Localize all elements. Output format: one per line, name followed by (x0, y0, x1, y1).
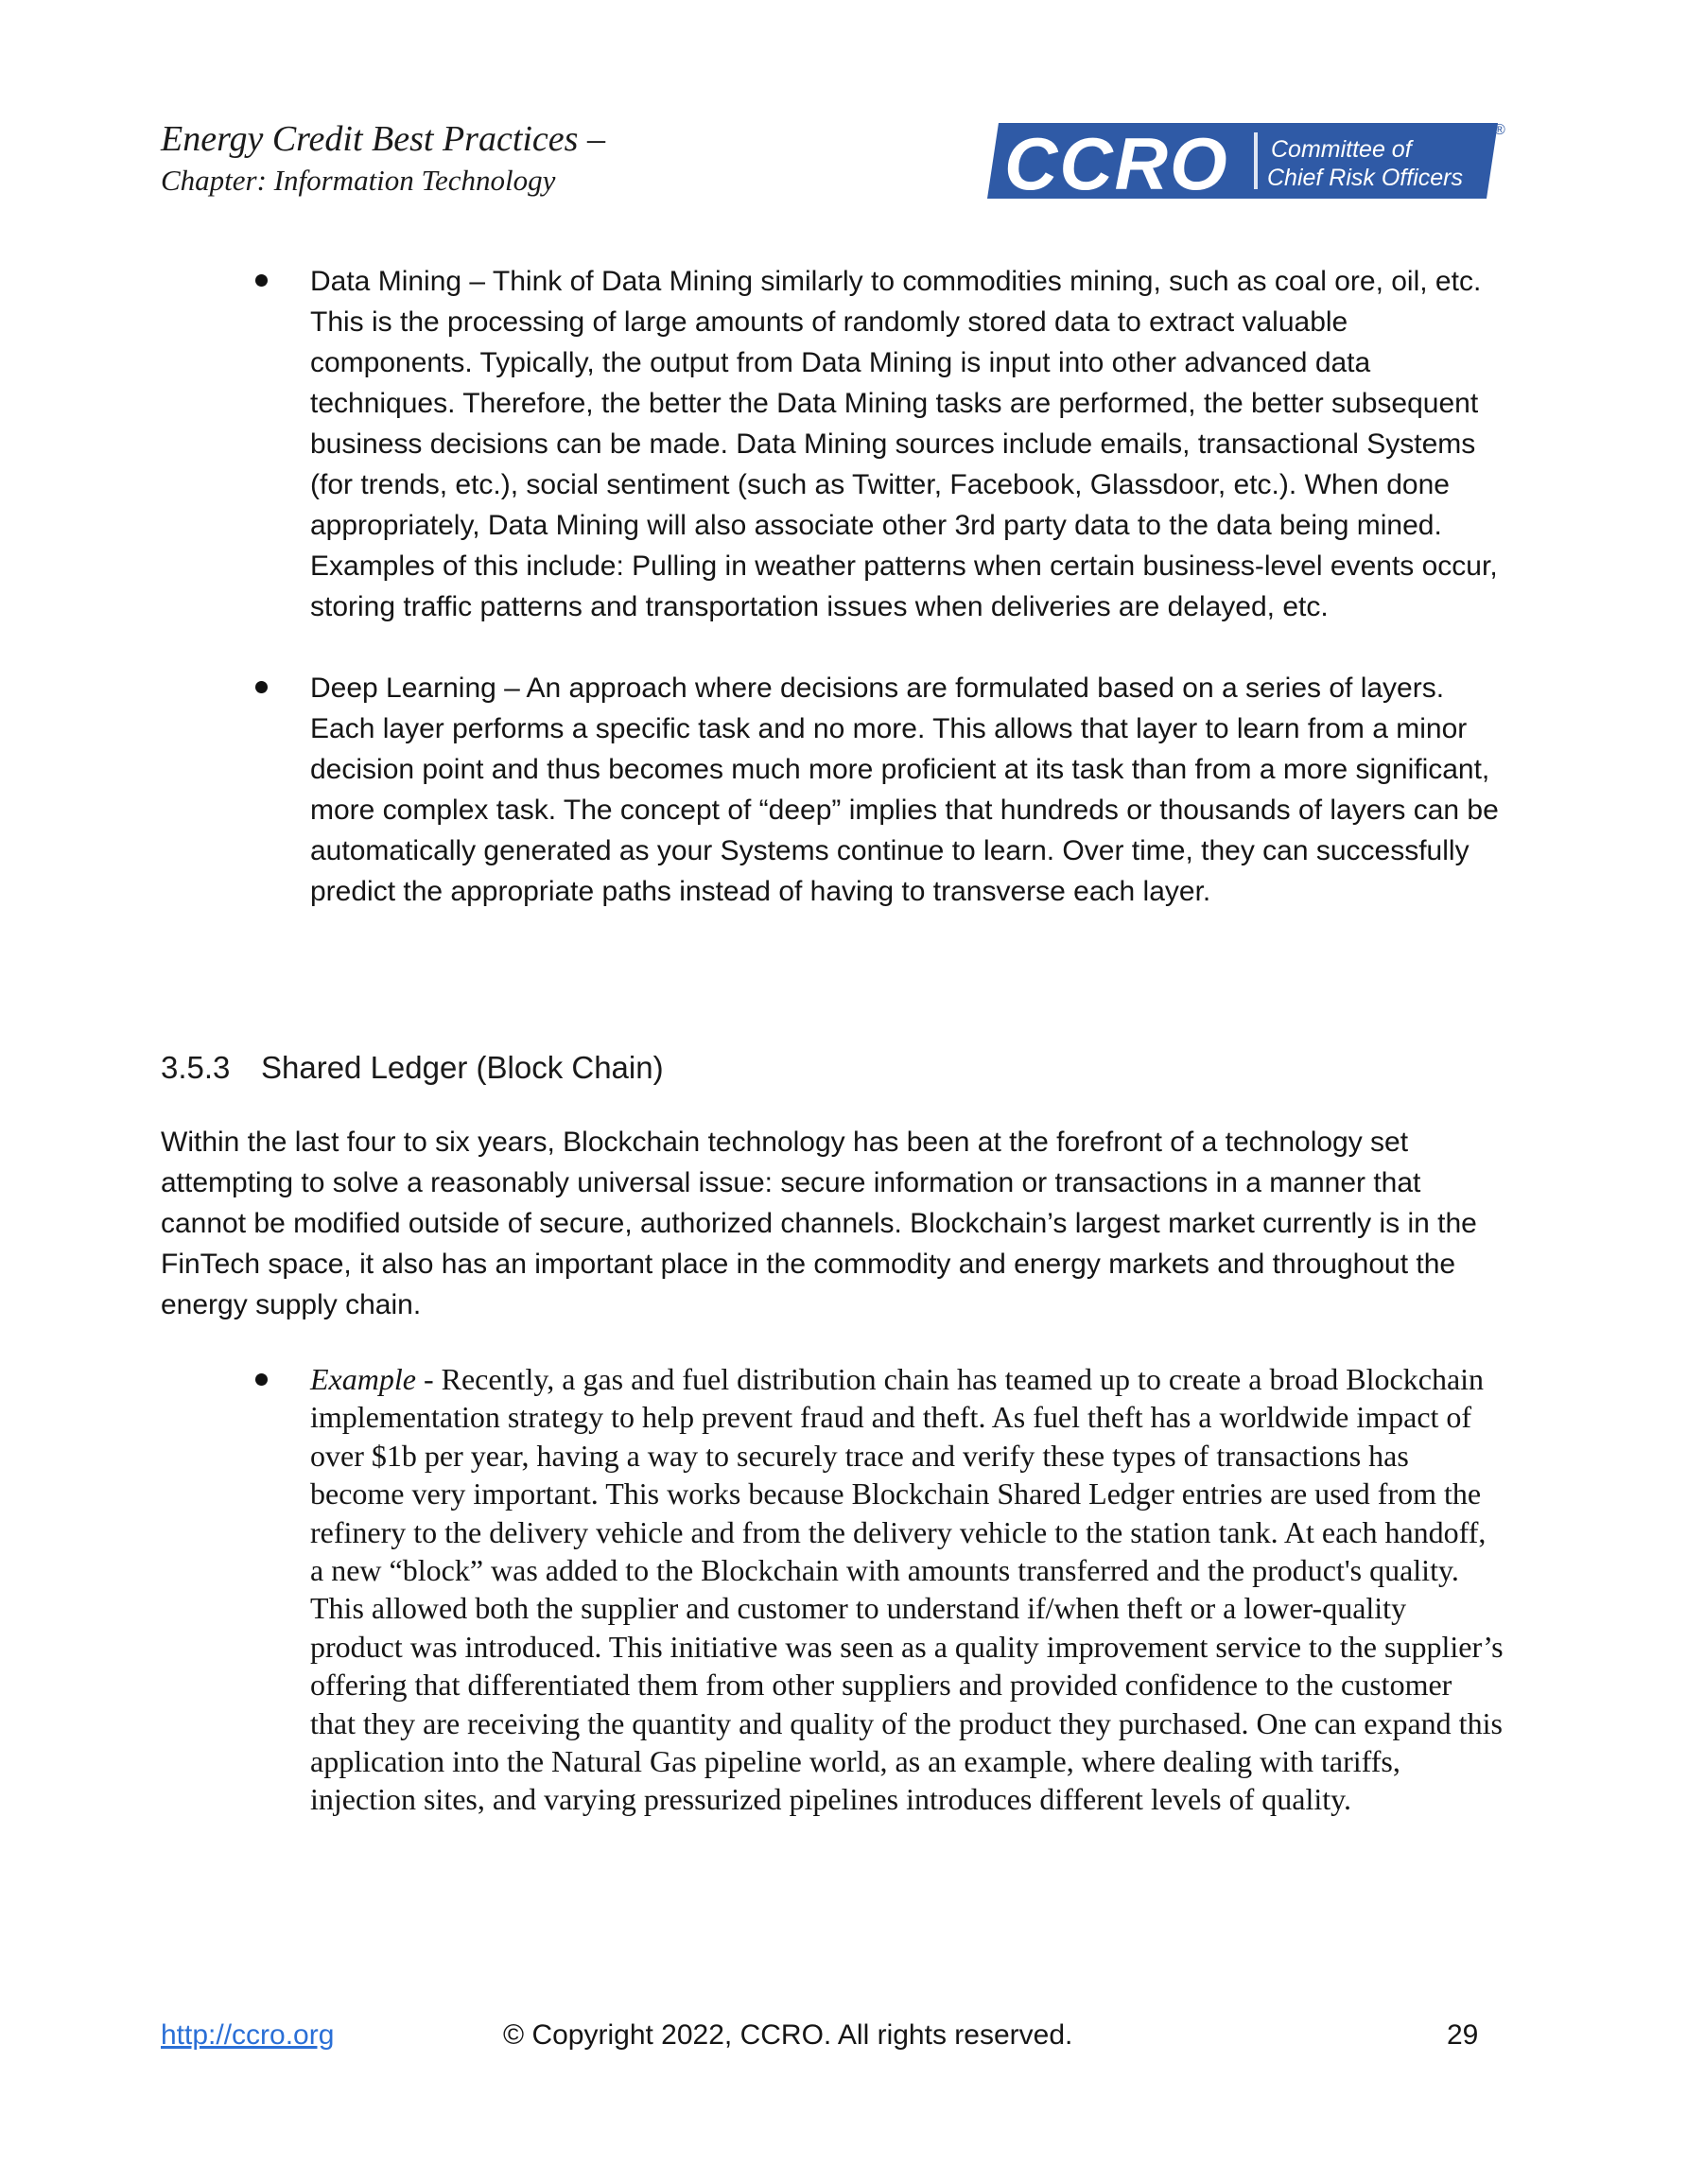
bullet-dot-icon (255, 274, 268, 287)
footer-website-link[interactable]: http://ccro.org (161, 2019, 335, 2051)
body-paragraph: Within the last four to six years, Blockchain technology has been at the forefront of a technology set attempting to solve a reasonably universal issue: secure information or transactions in a manner that cannot be modified outside of secure, authorized channels. Blockchain’s largest market currently is in the FinTech space, it also has an important place in the commodity and energy markets and throughout the energy supply chain. (161, 1127, 1477, 1320)
definition-bullet-list (161, 261, 1504, 912)
page-number: 29 (1447, 2019, 1479, 2051)
bullet-example (161, 1360, 1504, 1819)
footer-copyright: © Copyright 2022, CCRO. All rights reserved. (503, 2019, 1073, 2051)
logo-wordmark: CCRO (1004, 122, 1229, 205)
example-label: Example - (310, 1362, 434, 1396)
logo-registered-mark: ® (1494, 122, 1505, 138)
chapter-subtitle: Chapter: Information Technology (161, 164, 556, 197)
logo-divider (1254, 132, 1258, 189)
bullet-dot-icon (255, 681, 268, 693)
example-bullet-list (161, 1360, 1504, 1819)
bullet-deep-learning (161, 668, 1504, 912)
bullet-data-mining (161, 261, 1504, 627)
ccro-logo (983, 115, 1513, 206)
bullet-text: Data Mining – Think of Data Mining similarly to commodities mining, such as coal ore, oil, etc. This is the processing of large amounts of randomly stored data to extract valuable components. Typically, the output from Data Mining is input into other advanced data techniques. Therefore, the better the Data Mining tasks are performed, the better subsequent business decisions can be made. Data Mining sources include emails, transactional Systems (for trends, etc.), social sentiment (such as Twitter, Facebook, Glassdoor, etc.). When done appropriately, Data Mining will also associate other 3rd party data to the data being mined. Examples of this include: Pulling in weather patterns when certain business-level events occur, storing traffic patterns and transportation issues when deliveries are delayed, etc. (310, 266, 1498, 622)
section-heading (161, 1048, 664, 1088)
bullet-text: Deep Learning – An approach where decisions are formulated based on a series of layers. Each layer performs a specific task and no more. This allows that layer to learn from a minor decision point and thus becomes much more proficient at its task than from a more significant, more complex task. The concept of “deep” implies that hundreds or thousands of layers can be automatically generated as your Systems continue to learn. Over time, they can successfully predict the appropriate paths instead of having to transverse each layer. (310, 673, 1499, 907)
bullet-dot-icon (255, 1373, 268, 1386)
example-text: Recently, a gas and fuel distribution chain has teamed up to create a broad Blockchain implementation strategy to help prevent fraud and theft. As fuel theft has a worldwide impact of over $1b per year, having a way to securely trace and verify these types of transactions has become very important. This works because Blockchain Shared Ledger entries are used from the refinery to the delivery vehicle and from the delivery vehicle to the station tank. At each handoff, a new “block” was added to the Blockchain with amounts transferred and the product's quality. This allowed both the supplier and customer to understand if/when theft or a lower-quality product was introduced. This initiative was seen as a quality improvement service to the supplier’s offering that differentiated them from other suppliers and provided confidence to the customer that they are receiving the quantity and quality of the product they purchased. One can expand this application into the Natural Gas pipeline world, as an example, where dealing with tariffs, injection sites, and varying pressurized pipelines introduces different levels of quality. (310, 1362, 1504, 1817)
document-title: Energy Credit Best Practices – (161, 119, 605, 159)
logo-line2: Chief Risk Officers (1267, 165, 1463, 191)
section-number: 3.5.3 (161, 1050, 231, 1085)
section-title: Shared Ledger (Block Chain) (261, 1050, 664, 1085)
logo-line1: Committee of (1271, 136, 1412, 163)
